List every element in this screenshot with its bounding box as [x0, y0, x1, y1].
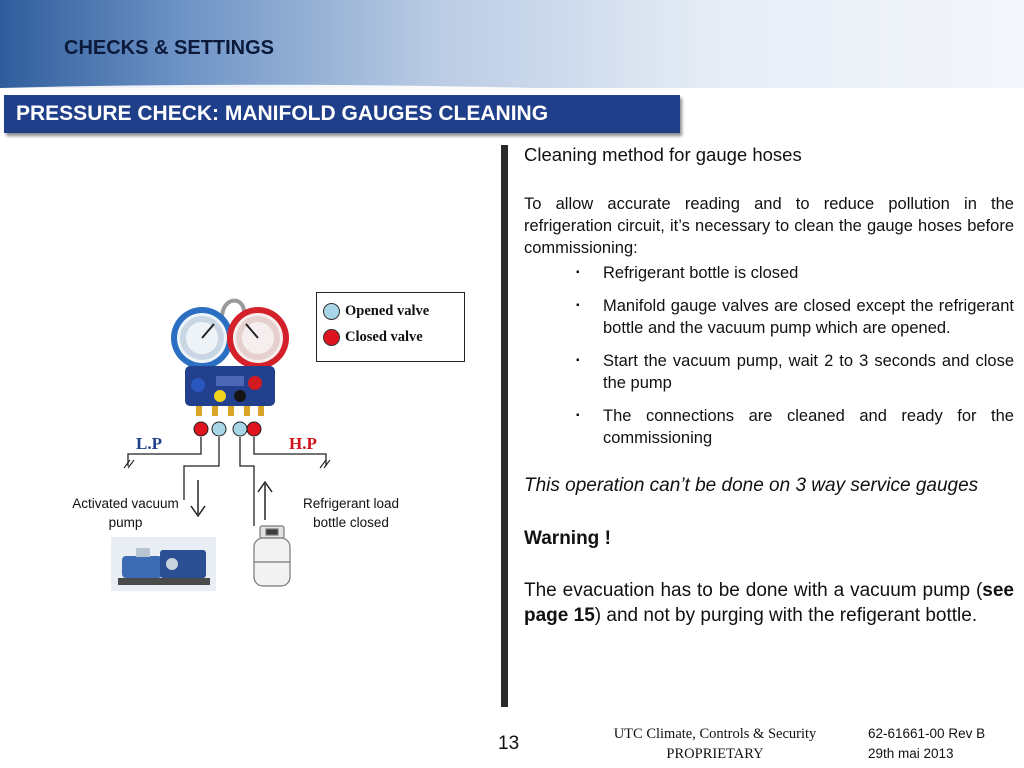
document-date: 29th mai 2013 [868, 746, 954, 761]
method-title: Cleaning method for gauge hoses [524, 144, 802, 165]
page-reference-link[interactable]: see page 15 [524, 580, 1014, 626]
high-pressure-gauge [227, 307, 289, 369]
list-item [524, 295, 1014, 339]
step-text: The connections are cleaned and ready for the commissioning [603, 407, 1014, 447]
closed-valve-label: Closed valve [345, 329, 423, 345]
valve-legend [316, 292, 465, 362]
step-text: Start the vacuum pump, wait 2 to 3 seconds and close the pump [603, 352, 1014, 392]
page-number: 13 [498, 733, 520, 754]
steps-list [524, 262, 1014, 449]
bullet-icon: ▪ [576, 267, 580, 278]
flow-arrow-up [258, 482, 272, 520]
bullet-icon: ▪ [576, 355, 580, 366]
evacuation-text-start: The evacuation has to be done with a vacuum pump ( [524, 580, 983, 601]
bottle-caption: Refrigerant load bottle closed [302, 496, 400, 530]
bullet-icon: ▪ [576, 410, 580, 421]
list-item [524, 350, 1014, 394]
warning-heading: Warning ! [524, 528, 611, 549]
hose-bottle [240, 437, 254, 526]
legend-row-opened [323, 303, 429, 320]
footer-company [580, 724, 850, 764]
low-pressure-gauge [171, 307, 233, 369]
evacuation-paragraph [524, 578, 1014, 628]
valve-bottle-opened [233, 422, 247, 436]
section-title: CHECKS & SETTINGS [64, 37, 275, 59]
instructions-column [524, 144, 1014, 628]
manifold-body [185, 366, 275, 416]
step-text: Refrigerant bottle is closed [603, 264, 799, 282]
legend-row-closed [323, 329, 423, 346]
opened-valve-label: Opened valve [345, 303, 430, 319]
footer-document-info [868, 724, 985, 764]
intro-paragraph: To allow accurate reading and to reduce pollution in the refrigeration circuit, it’s necessary to clean the gauge hoses before commissioning: [524, 195, 1014, 257]
valve-vacuum-opened [212, 422, 226, 436]
column-divider [501, 145, 508, 707]
evacuation-text-end: ) and not by purging with the refigerant bottle. [594, 605, 978, 626]
hose-break-marks [124, 460, 330, 468]
company-name: UTC Climate, Controls & Security [613, 726, 817, 742]
bullet-icon: ▪ [576, 300, 580, 311]
valve-lp-closed [194, 422, 208, 436]
list-item [524, 262, 1014, 284]
refrigerant-bottle-image [254, 526, 290, 586]
document-number: 62-61661-00 Rev B [868, 726, 986, 741]
step-text: Manifold gauge valves are closed except the refrigerant bottle and the vacuum pump which are opened. [603, 297, 1014, 337]
flow-arrow-down [191, 480, 205, 516]
valve-hp-closed [247, 422, 261, 436]
low-pressure-label: L.P [136, 434, 162, 453]
closed-valve-swatch [323, 329, 340, 346]
vacuum-pump-image [111, 537, 216, 591]
list-item [524, 405, 1014, 449]
proprietary-label: PROPRIETARY [666, 746, 764, 762]
opened-valve-swatch [323, 303, 340, 320]
vacuum-pump-caption: Activated vacuum pump [72, 496, 179, 530]
high-pressure-label: H.P [289, 434, 317, 453]
service-gauge-note: This operation can’t be done on 3 way service gauges [524, 475, 979, 496]
subtitle-text: PRESSURE CHECK: MANIFOLD GAUGES CLEANING [16, 102, 549, 125]
